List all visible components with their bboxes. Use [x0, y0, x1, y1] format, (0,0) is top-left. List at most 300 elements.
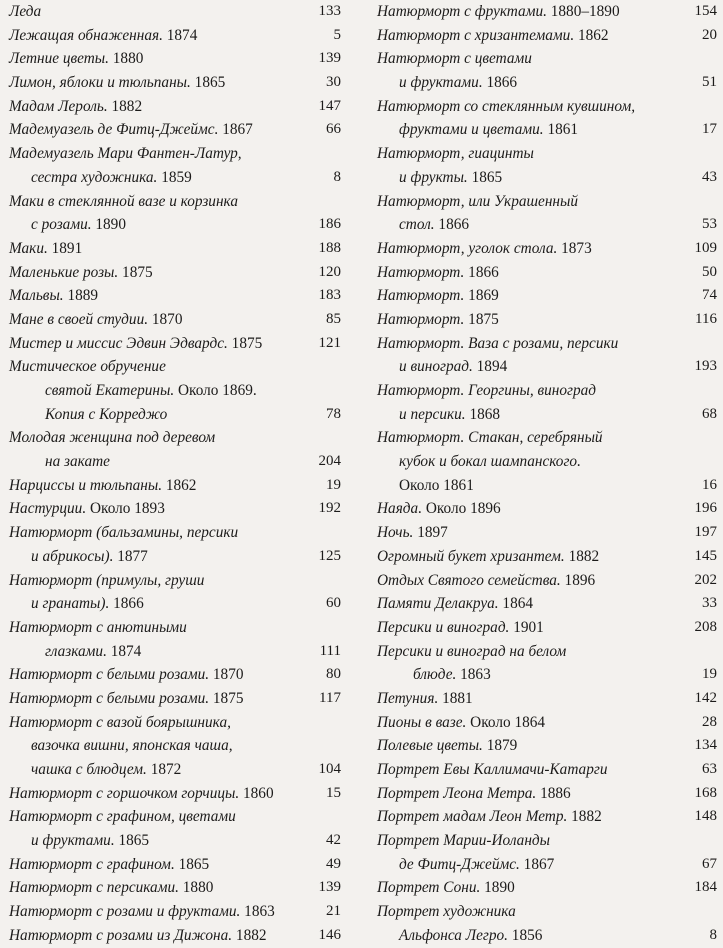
entry-line: [9, 118, 341, 142]
entry-line: [377, 261, 717, 285]
index-entry: [9, 95, 341, 119]
entry-title: Пионы в вазе.: [377, 713, 467, 731]
index-entry: [377, 308, 717, 332]
index-entry: [377, 379, 717, 426]
entry-title: Натюрморт с анютиными: [9, 618, 187, 636]
index-entry: [377, 592, 717, 616]
entry-title: Натюрморт. Ваза с розами, персики: [377, 334, 619, 352]
index-entry: [9, 118, 341, 142]
index-entry: [9, 497, 341, 521]
entry-title: Отдых Святого семейства.: [377, 571, 561, 589]
entry-date: 1862: [162, 476, 197, 494]
page-number: 16: [702, 476, 717, 493]
entry-line: [9, 261, 341, 285]
entry-line: [9, 142, 341, 166]
entry-title: святой Екатерины.: [45, 382, 175, 399]
entry-date: Около 1864: [466, 713, 546, 731]
entry-title: Натюрморт с розами из Дижона.: [9, 926, 233, 944]
index-entry: [9, 782, 341, 806]
entry-date: 1875: [464, 310, 499, 328]
entry-line: [9, 711, 341, 735]
entry-title: Мальвы.: [9, 287, 64, 305]
entry-line: [9, 450, 341, 474]
entry-line: [9, 332, 341, 356]
page-number: 197: [694, 524, 717, 541]
entry-date: 1890: [480, 879, 515, 897]
entry-title: Около 1861: [399, 476, 474, 494]
index-entry: [9, 261, 341, 285]
entry-title: Портрет Евы Каллимачи-Катарги: [377, 761, 608, 778]
entry-date: 1868: [465, 405, 501, 423]
entry-line: [9, 876, 341, 900]
index-entry: [9, 308, 341, 332]
entry-date: 1875: [209, 689, 244, 707]
entry-title: Полевые цветы.: [377, 737, 483, 755]
page-number: 139: [318, 879, 341, 896]
entry-title: на закате: [45, 453, 110, 471]
index-entry: [377, 782, 717, 806]
entry-line: [377, 592, 717, 616]
entry-line: [9, 853, 341, 877]
entry-title: с розами.: [31, 216, 92, 234]
index-entry: [377, 616, 717, 640]
entry-title: Натюрморт с графином, цветами: [9, 808, 236, 826]
page-number: 145: [694, 547, 717, 564]
entry-title: Натюрморт с вазой боярышника,: [9, 713, 231, 731]
entry-line: [9, 782, 341, 806]
page-number: 66: [326, 121, 341, 138]
entry-title: кубок и бокал шампанского.: [399, 453, 581, 471]
entry-title: Персики и виноград на белом: [377, 642, 567, 660]
entry-title: Натюрморт (примулы, груши: [9, 571, 205, 589]
entry-title: Натюрморт с фруктами.: [377, 3, 547, 20]
entry-title: Нарциссы и тюльпаны.: [9, 476, 163, 494]
index-entry: [9, 924, 341, 948]
page-number: 111: [319, 642, 341, 659]
entry-line: [9, 569, 341, 593]
entry-line: [377, 379, 717, 403]
entry-date: 1877: [113, 547, 148, 565]
entry-line: [377, 829, 717, 853]
index-entry: [377, 829, 717, 876]
entry-date: 1864: [498, 595, 534, 613]
index-entry: [377, 805, 717, 829]
entry-title: и фруктами.: [31, 832, 115, 850]
page-number: 85: [326, 310, 341, 327]
index-entry: [377, 711, 717, 735]
entry-title: Натюрморт.: [377, 310, 465, 328]
page-number: 68: [702, 405, 717, 422]
page-number: 60: [326, 595, 341, 612]
entry-line: [377, 426, 717, 450]
entry-line: [9, 734, 341, 758]
entry-title: Копия с Корреджо: [45, 405, 168, 423]
entry-title: де Фитц-Джеймс.: [399, 855, 520, 873]
entry-date: 1865: [174, 855, 210, 873]
entry-date: 1863: [456, 666, 491, 684]
entry-title: фруктами и цветами.: [399, 121, 544, 139]
entry-line: [377, 142, 717, 166]
entry-line: [9, 426, 341, 450]
entry-title: Натюрморт с розами и фруктами.: [9, 903, 241, 921]
entry-title: Маки.: [9, 239, 48, 257]
entry-date: 1865: [114, 832, 150, 850]
page-number: 183: [318, 287, 341, 304]
entry-line: [377, 569, 717, 593]
entry-line: [377, 497, 717, 521]
entry-line: [377, 213, 717, 237]
index-entry: [377, 569, 717, 593]
index-entry: [9, 237, 341, 261]
entry-title: Натюрморт с персиками.: [9, 879, 179, 897]
entry-title: Персики и виноград.: [377, 618, 510, 636]
index-entry: [9, 521, 341, 568]
entry-title: Натюрморт, или Украшенный: [377, 192, 579, 210]
page-number: 117: [319, 689, 341, 706]
entry-line: [377, 355, 717, 379]
entry-line: [377, 663, 717, 687]
entry-date: 1882: [232, 926, 267, 944]
entry-line: [9, 829, 341, 853]
entry-date: 1860: [239, 784, 274, 802]
entry-title: Портрет Сони.: [377, 879, 481, 897]
entry-title: Портрет художника: [377, 903, 516, 921]
page-number: 63: [702, 761, 717, 777]
index-entry: [9, 853, 341, 877]
entry-date: Около 1893: [86, 500, 165, 518]
entry-title: Мане в своей студии.: [9, 310, 149, 328]
entry-date: 1869: [464, 287, 499, 305]
index-entry: [9, 663, 341, 687]
entry-date: 1881: [438, 689, 473, 707]
page-number: 125: [318, 547, 341, 564]
page-number: 193: [694, 358, 717, 375]
entry-date: 1880: [178, 879, 214, 897]
entry-line: [377, 616, 717, 640]
entry-date: 1856: [507, 926, 543, 944]
entry-line: [9, 545, 341, 569]
entry-title: Мадам Лероль.: [9, 97, 108, 115]
page-number: 192: [318, 500, 341, 517]
index-entry: [377, 237, 717, 261]
entry-line: [9, 24, 341, 48]
page-number: 146: [318, 926, 341, 943]
entry-title: Натюрморт.: [377, 287, 465, 305]
entry-title: Памяти Делакруа.: [377, 595, 499, 613]
entry-line: [9, 592, 341, 616]
entry-date: 1863: [240, 903, 275, 921]
entry-title: Лежащая обнаженная.: [9, 26, 163, 44]
page-number: 67: [702, 855, 717, 872]
entry-line: [9, 237, 341, 261]
entry-date: 1866: [464, 263, 499, 281]
entry-title: Молодая женщина под деревом: [9, 429, 216, 447]
index-entry: [377, 284, 717, 308]
entry-line: [9, 758, 341, 782]
entry-title: Альфонса Легро.: [399, 926, 508, 944]
entry-title: и фруктами.: [399, 74, 483, 92]
page-number: 148: [694, 808, 717, 825]
page-number: 33: [702, 595, 717, 612]
entry-line: [377, 403, 717, 427]
entry-line: [9, 284, 341, 308]
entry-line: [9, 805, 341, 829]
index-entry: [9, 805, 341, 852]
index-entry: [377, 190, 717, 237]
entry-title: Натюрморт с белыми розами.: [9, 689, 210, 707]
index-entry: [377, 332, 717, 379]
entry-title: и фрукты.: [399, 168, 468, 186]
entry-title: Летние цветы.: [9, 50, 109, 68]
entry-line: [377, 474, 717, 498]
entry-title: Натюрморт (бальзамины, персики: [9, 524, 239, 542]
entry-date: 1866: [434, 216, 470, 234]
entry-date: 1880–1890: [546, 3, 620, 20]
entry-date: 1896: [560, 571, 596, 589]
index-entry: [9, 876, 341, 900]
entry-line: [377, 237, 717, 261]
page-number: 42: [326, 832, 341, 849]
entry-title: Натюрморт. Стакан, серебряный: [377, 429, 603, 447]
entry-date: 1901: [509, 618, 544, 636]
entry-title: Портрет Леона Метра.: [377, 784, 537, 802]
entry-line: [377, 521, 717, 545]
entry-title: и гранаты).: [31, 595, 110, 613]
page-number: 43: [702, 168, 717, 185]
page-number: 134: [694, 737, 717, 754]
entry-title: Портрет мадам Леон Метр.: [377, 808, 568, 826]
page-number: 196: [694, 500, 717, 517]
entry-title: Натюрморт, гиацинты: [377, 145, 534, 163]
page-number: 109: [694, 239, 717, 256]
entry-date: 1890: [91, 216, 126, 234]
page-number: 104: [318, 761, 341, 777]
page-number: 202: [694, 571, 717, 588]
entry-line: [377, 332, 717, 356]
page-number: 208: [694, 618, 717, 635]
index-entry: [377, 0, 717, 24]
index-entry: [9, 474, 341, 498]
entry-date: 1879: [482, 737, 518, 755]
index-entry: [377, 900, 717, 947]
entry-date: 1874: [162, 26, 198, 44]
index-entry: [377, 142, 717, 189]
entry-title: чашка с блюдцем.: [31, 761, 147, 778]
entry-title: Леда: [9, 3, 42, 20]
entry-line: [9, 0, 341, 24]
entry-title: и абрикосы).: [31, 547, 114, 565]
entry-title: Мистическое обручение: [9, 358, 166, 376]
index-entry: [9, 284, 341, 308]
entry-line: [9, 308, 341, 332]
entry-line: [377, 711, 717, 735]
entry-title: Натюрморт с горшочком горчицы.: [9, 784, 240, 802]
index-entry: [9, 711, 341, 782]
entry-title: Натюрморт.: [377, 263, 465, 281]
entry-line: [9, 47, 341, 71]
index-entry: [9, 0, 341, 24]
index-entry: [377, 545, 717, 569]
entry-title: Лимон, яблоки и тюльпаны.: [9, 74, 191, 92]
entry-date: 1897: [413, 524, 448, 542]
entry-line: [377, 734, 717, 758]
entry-date: 1862: [574, 26, 609, 44]
index-entry: [9, 71, 341, 95]
entry-line: [377, 687, 717, 711]
entry-title: Настурции.: [9, 500, 87, 518]
entry-line: [377, 640, 717, 664]
entry-title: Натюрморт с цветами: [377, 50, 532, 68]
entry-line: [377, 805, 717, 829]
entry-title: Маки в стеклянной вазе и корзинка: [9, 192, 238, 210]
page-number: 19: [326, 476, 341, 493]
index-entry: [377, 261, 717, 285]
page-number: 20: [702, 26, 717, 43]
page-number: 74: [702, 287, 717, 304]
index-column-right: [377, 0, 717, 948]
index-entry: [377, 876, 717, 900]
index-entry: [9, 900, 341, 924]
entry-title: Маленькие розы.: [9, 263, 119, 281]
entry-date: 1865: [190, 74, 226, 92]
entry-title: Натюрморт. Георгины, виноград: [377, 382, 597, 399]
entry-line: [377, 758, 717, 782]
entry-date: 1882: [107, 97, 143, 115]
entry-date: 1859: [157, 168, 192, 186]
entry-title: Наяда.: [377, 500, 423, 518]
page-number: 121: [318, 334, 341, 351]
entry-line: [377, 0, 717, 24]
index-entry: [377, 640, 717, 687]
page-number: 80: [326, 666, 341, 683]
index-entry: [9, 332, 341, 356]
entry-title: Ночь.: [377, 524, 414, 542]
entry-line: [9, 474, 341, 498]
index-entry: [377, 426, 717, 497]
entry-line: [9, 190, 341, 214]
entry-line: [377, 166, 717, 190]
entry-line: [9, 687, 341, 711]
entry-title: сестра художника.: [31, 168, 158, 186]
entry-date: Около 1896: [422, 500, 501, 518]
entry-line: [377, 782, 717, 806]
entry-date: 1875: [227, 334, 263, 352]
page-number: 5: [333, 26, 341, 43]
entry-line: [9, 521, 341, 545]
page-number: 78: [326, 405, 341, 422]
entry-date: 1867: [519, 855, 555, 873]
page-number: 133: [318, 3, 341, 19]
entry-date: 1882: [567, 808, 602, 826]
entry-date: 1861: [543, 121, 579, 139]
entry-title: Натюрморт со стеклянным кувшином,: [377, 97, 636, 115]
entry-date: 1873: [557, 239, 592, 257]
entry-title: Мадемуазель Мари Фантен-Латур,: [9, 145, 242, 163]
entry-title: вазочка вишни, японская чаша,: [31, 737, 233, 755]
entry-date: 1867: [218, 121, 253, 139]
entry-line: [377, 118, 717, 142]
entry-title: Мадемуазель де Фитц-Джеймс.: [9, 121, 219, 139]
page-number: 28: [702, 713, 717, 730]
entry-title: и виноград.: [399, 358, 473, 376]
index-entry: [377, 687, 717, 711]
entry-line: [377, 924, 717, 948]
index-entry: [9, 24, 341, 48]
page-number: 168: [694, 784, 717, 801]
entry-line: [9, 71, 341, 95]
entry-date: 1891: [47, 239, 83, 257]
entry-line: [377, 47, 717, 71]
entry-title: Натюрморт с графином.: [9, 855, 175, 873]
index-entry: [9, 190, 341, 237]
page-number: 21: [326, 903, 341, 920]
index-entry: [377, 24, 717, 48]
page-number: 204: [318, 453, 341, 470]
entry-date: 1870: [148, 310, 183, 328]
page-number: 15: [326, 784, 341, 801]
page-number: 186: [318, 216, 341, 233]
entry-date: 1870: [209, 666, 244, 684]
entry-line: [377, 900, 717, 924]
entry-date: 1882: [564, 547, 600, 565]
entry-title: Огромный букет хризантем.: [377, 547, 565, 565]
page-number: 147: [318, 97, 341, 114]
page-number: 50: [702, 263, 717, 280]
entry-date: 1866: [109, 595, 144, 613]
entry-line: [377, 95, 717, 119]
index-entry: [9, 426, 341, 473]
page-number: 53: [702, 216, 717, 233]
page-number: 120: [318, 263, 341, 280]
entry-line: [9, 924, 341, 948]
entry-line: [9, 900, 341, 924]
index-entry: [9, 616, 341, 663]
entry-date: 1865: [467, 168, 503, 186]
entry-line: [9, 640, 341, 664]
index-entry: [9, 47, 341, 71]
entry-line: [9, 663, 341, 687]
entry-date: 1874: [106, 642, 142, 660]
entry-line: [9, 95, 341, 119]
page-number: 188: [318, 239, 341, 256]
index-entry: [377, 47, 717, 94]
entry-line: [377, 853, 717, 877]
page-number: 51: [702, 74, 717, 91]
index-entry: [9, 355, 341, 426]
index-entry: [377, 95, 717, 142]
index-column-left: [9, 0, 341, 948]
index-entry: [9, 687, 341, 711]
entry-title: Натюрморт с хризантемами.: [377, 26, 575, 44]
entry-title: Натюрморт с белыми розами.: [9, 666, 210, 684]
page-number: 19: [702, 666, 717, 683]
entry-line: [377, 450, 717, 474]
entry-date: 1872: [146, 761, 182, 778]
page-number: 30: [326, 74, 341, 91]
entry-title: глазками.: [45, 642, 107, 660]
entry-title: Натюрморт, уголок стола.: [377, 239, 558, 257]
entry-line: [9, 355, 341, 379]
page-number: 154: [694, 3, 717, 19]
entry-line: [377, 190, 717, 214]
entry-line: [9, 497, 341, 521]
index-entry: [9, 569, 341, 616]
entry-line: [377, 284, 717, 308]
entry-line: [9, 616, 341, 640]
page-number: 184: [694, 879, 717, 896]
index-entry: [377, 497, 717, 521]
entry-title: и персики.: [399, 405, 466, 423]
